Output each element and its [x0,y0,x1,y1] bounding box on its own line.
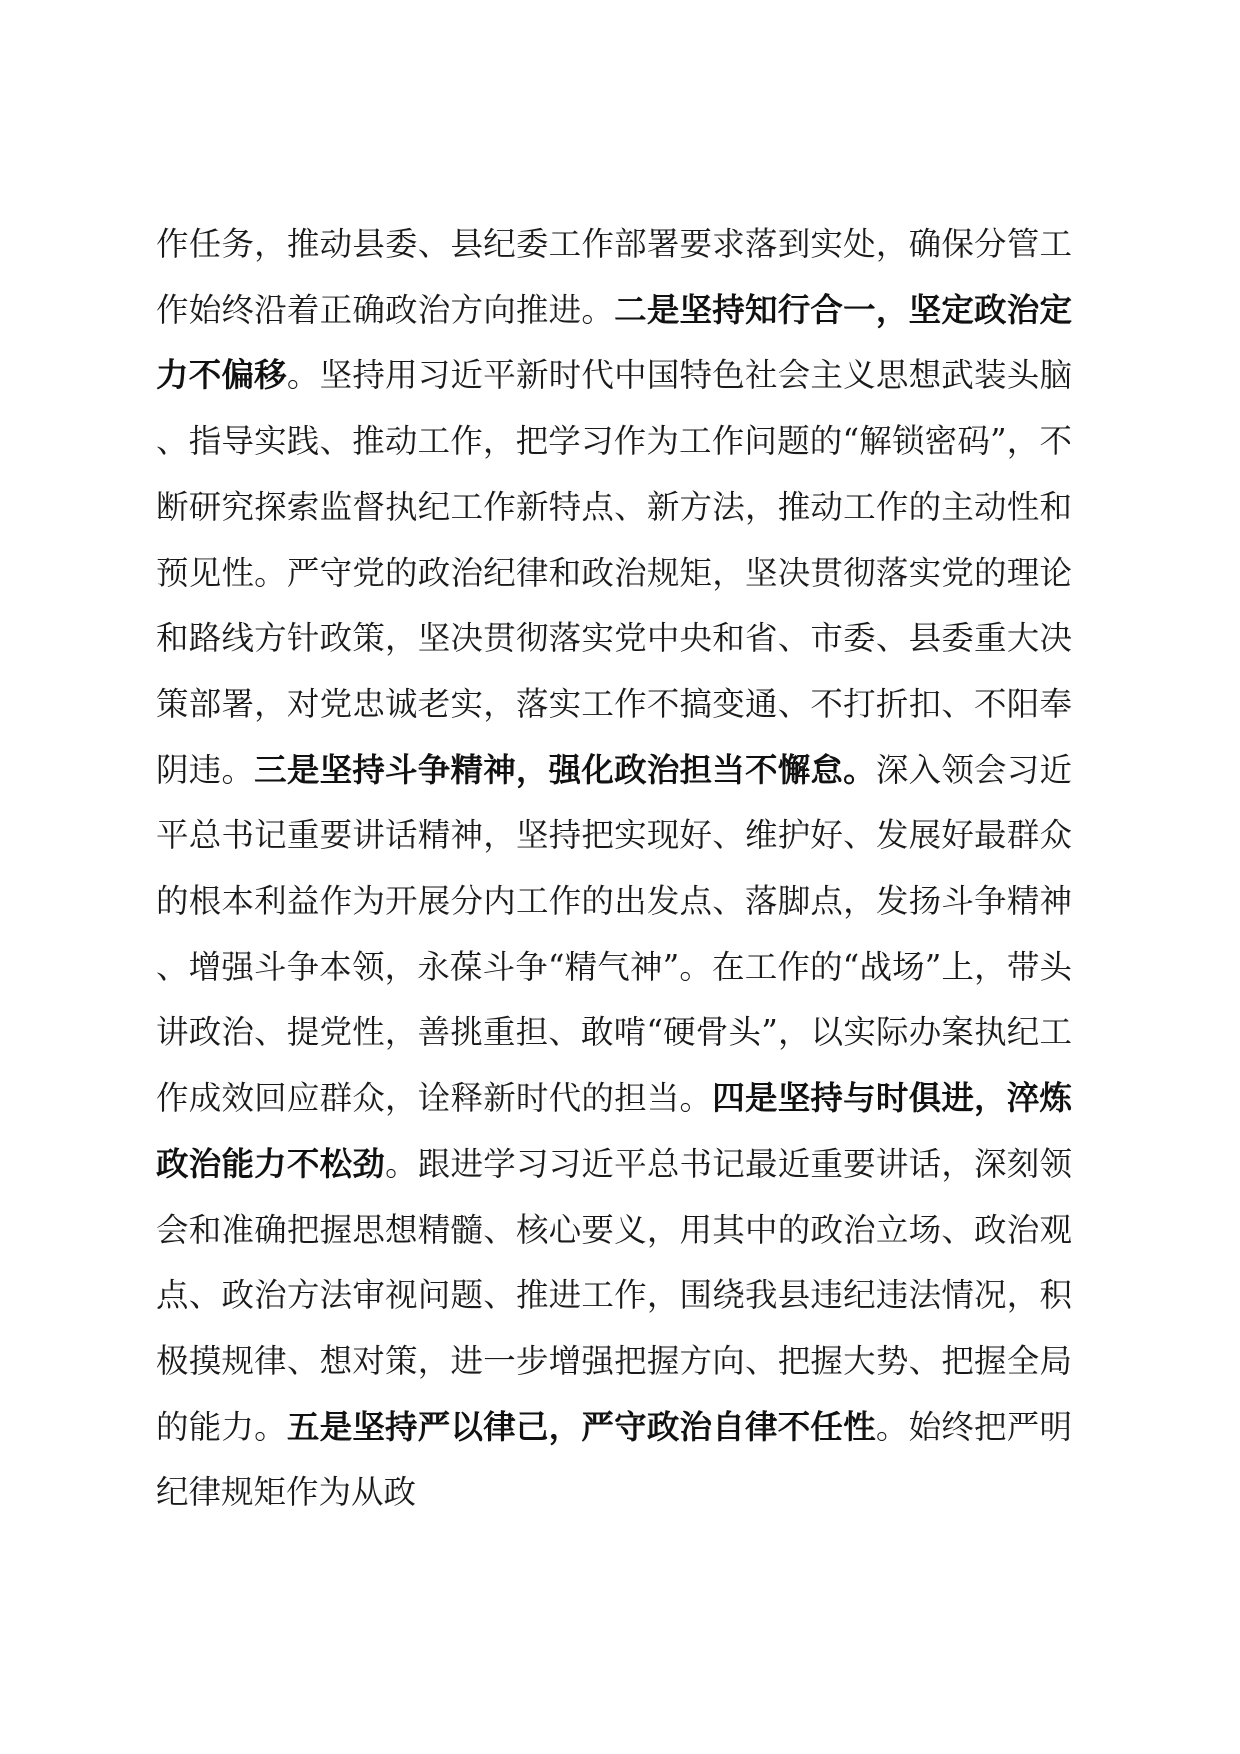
text-run: 。始终把严明纪律规矩作为从政 [156,1407,1072,1512]
bold-heading-run: 三是坚持斗争精神，强化政治担当不懈怠。 [254,750,876,789]
bold-heading-run: 五是坚持严以律己，严守政治自律不任性 [286,1407,876,1446]
text-run: 。跟进学习习近平总书记最近重要讲话，深刻领会和准确把握思想精髓、核心要义，用其中的政治立场、政治观点、政治方法审视问题、推进工作，围绕我县违纪违法情况，积极摸规律、想对策，进一步增强把握方向、把握大势、把握全局的能力。 [156,1144,1072,1446]
text-run: 深入领会习近平总书记重要讲话精神，坚持把实现好、维护好、发展好最群众的根本利益作为开展分内工作的出发点、落脚点，发扬斗争精神、增强斗争本领，永葆斗争“精气神”。在工作的“战场”上，带头讲政治、提党性，善挑重担、敢啃“硬骨头”，以实际办案执纪工作成效回应群众，诠释新时代的担当。 [156,750,1072,1118]
bold-heading-run: 四是坚持与时俱进，淬炼政治能力不松劲 [156,1079,1072,1183]
text-run: 。坚持用习近平新时代中国特色社会主义思想武装头脑、指导实践、推动工作，把学习作为工作问题的“解锁密码”，不断研究探索监督执纪工作新特点、新方法，推动工作的主动性和预见性。严守党的政治纪律和政治规矩，坚决贯彻落实党的理论和路线方针政策，坚决贯彻落实党中央和省、市委、县委重大决策部署，对党忠诚老实，落实工作不搞变通、不打折扣、不阳奉阴违。 [156,356,1072,789]
text-run: 作任务，推动县委、县纪委工作部署要求落到实处，确保分管工作始终沿着正确政治方向推进。 [156,225,1072,329]
body-paragraph [156,212,1072,1526]
bold-heading-run: 二是坚持知行合一，坚定政治定力不偏移 [156,290,1072,395]
